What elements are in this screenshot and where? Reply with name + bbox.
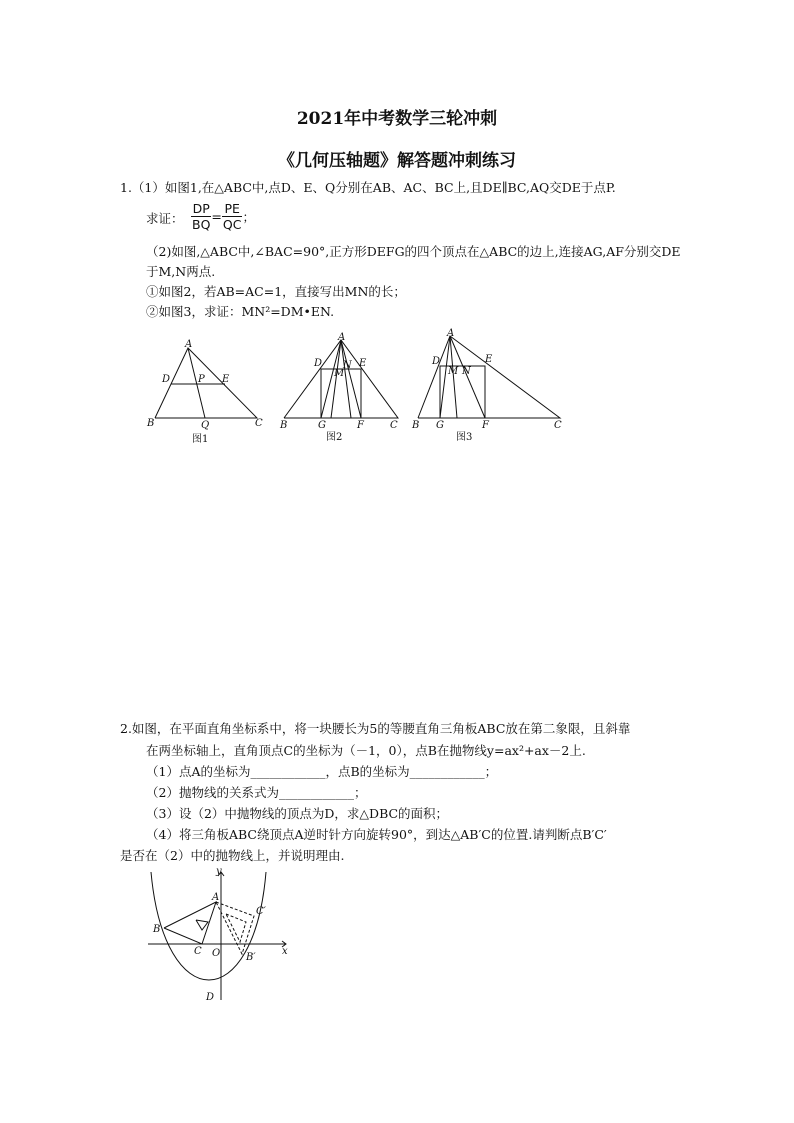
q1-semicolon: ；	[242, 209, 255, 225]
svg-text:F: F	[482, 420, 489, 431]
svg-text:x: x	[282, 946, 288, 957]
svg-text:P: P	[198, 374, 205, 385]
page-title: 2021年中考数学三轮冲刺	[296, 109, 498, 129]
svg-text:D: D	[206, 992, 215, 1003]
fig1-triangle-abc	[155, 348, 257, 418]
svg-text:A: A	[185, 339, 193, 350]
svg-text:Q: Q	[201, 420, 210, 431]
svg-text:A: A	[338, 332, 346, 343]
svg-text:E: E	[359, 358, 367, 369]
fig3-triangle-abc	[418, 336, 560, 418]
svg-text:N: N	[462, 366, 471, 377]
q1-fraction-2	[222, 201, 243, 232]
svg-text:B: B	[412, 420, 420, 431]
svg-text:C: C	[255, 418, 263, 429]
svg-text:B: B	[153, 924, 161, 935]
svg-text:B′: B′	[246, 952, 256, 963]
q1-frac1-numerator: DP	[192, 201, 210, 216]
q1-frac1-denominator: BQ	[192, 217, 211, 232]
fig1-caption: 图1	[192, 434, 209, 445]
svg-text:B: B	[147, 418, 155, 429]
q2-line6: （4）将三角板ABC绕顶点A逆时针方向旋转90°，到达△AB′C的位置.请判断点B′C′	[146, 827, 607, 842]
inner-triangle	[196, 920, 208, 930]
svg-text:D: D	[314, 358, 323, 369]
q2-line4: （2）抛物线的关系式为____________；	[146, 785, 367, 800]
svg-text:C: C	[554, 420, 562, 431]
svg-text:B: B	[280, 420, 288, 431]
svg-text:M: M	[334, 368, 345, 379]
fig2-triangle-abc	[284, 340, 398, 418]
fig2-segment-ag	[321, 340, 341, 418]
fig2-segment-af	[341, 340, 361, 418]
svg-text:A: A	[447, 328, 455, 339]
svg-text:N: N	[343, 360, 352, 371]
q1-frac2-numerator: PE	[222, 201, 243, 217]
svg-text:G: G	[436, 420, 444, 431]
q2-line7: 是否在（2）中的抛物线上，并说明理由.	[120, 848, 345, 863]
svg-text:O: O	[212, 948, 221, 959]
q2-line2: 在两坐标轴上，直角顶点C的坐标为（－1，0），点B在抛物线y=ax²+ax－2上.	[146, 743, 586, 758]
figure-q2-parabola	[146, 866, 291, 1006]
svg-text:G: G	[318, 420, 326, 431]
q2-line3: （1）点A的坐标为____________，点B的坐标为____________；	[146, 764, 498, 779]
page-subtitle: 《几何压轴题》解答题冲刺练习	[278, 151, 516, 171]
q1-line3: ①如图2，若AB=AC=1，直接写出MN的长；	[146, 284, 406, 299]
q1-equation	[191, 201, 255, 232]
q2-line1: 2.如图，在平面直角坐标系中，将一块腰长为5的等腰直角三角板ABC放在第二象限，且斜靠	[120, 721, 631, 736]
fig3-caption: 图3	[456, 432, 473, 443]
figure-3	[410, 328, 570, 443]
svg-text:F: F	[357, 420, 364, 431]
q1-frac2-denominator: QC	[222, 217, 242, 232]
svg-text:D: D	[432, 356, 441, 367]
q1-line2b: 于M,N两点.	[146, 264, 216, 279]
q2-line5: （3）设（2）中抛物线的顶点为D，求△DBC的面积；	[146, 806, 449, 821]
svg-text:M: M	[448, 366, 459, 377]
fig3-segment-af	[450, 336, 485, 418]
q1-line1: 1.（1）如图1,在△ABC中,点D、E、Q分别在AB、AC、BC上,且DE∥BC,AQ交DE于点P.	[120, 180, 616, 195]
q1-prove-label: 求证：	[146, 211, 184, 226]
svg-text:C: C	[390, 420, 398, 431]
svg-text:C: C	[194, 946, 202, 957]
q1-equals: =	[211, 209, 222, 224]
figure-1	[145, 338, 270, 448]
figure-2	[278, 332, 403, 444]
q1-line4: ②如图3，求证：MN²=DM•EN.	[146, 304, 335, 319]
svg-text:y: y	[216, 866, 222, 877]
svg-text:A: A	[212, 892, 220, 903]
fig2-caption: 图2	[326, 432, 343, 443]
q1-line2a: （2)如图,△ABC中,∠BAC=90°,正方形DEFG的四个顶点在△ABC的边上,连接AG,AF分别交DE	[146, 244, 681, 259]
svg-text:E: E	[485, 354, 493, 365]
triangle-abc	[164, 902, 216, 944]
svg-text:E: E	[222, 374, 230, 385]
q1-fraction-1	[191, 201, 211, 232]
svg-text:C′: C′	[256, 906, 266, 917]
svg-text:D: D	[162, 374, 171, 385]
